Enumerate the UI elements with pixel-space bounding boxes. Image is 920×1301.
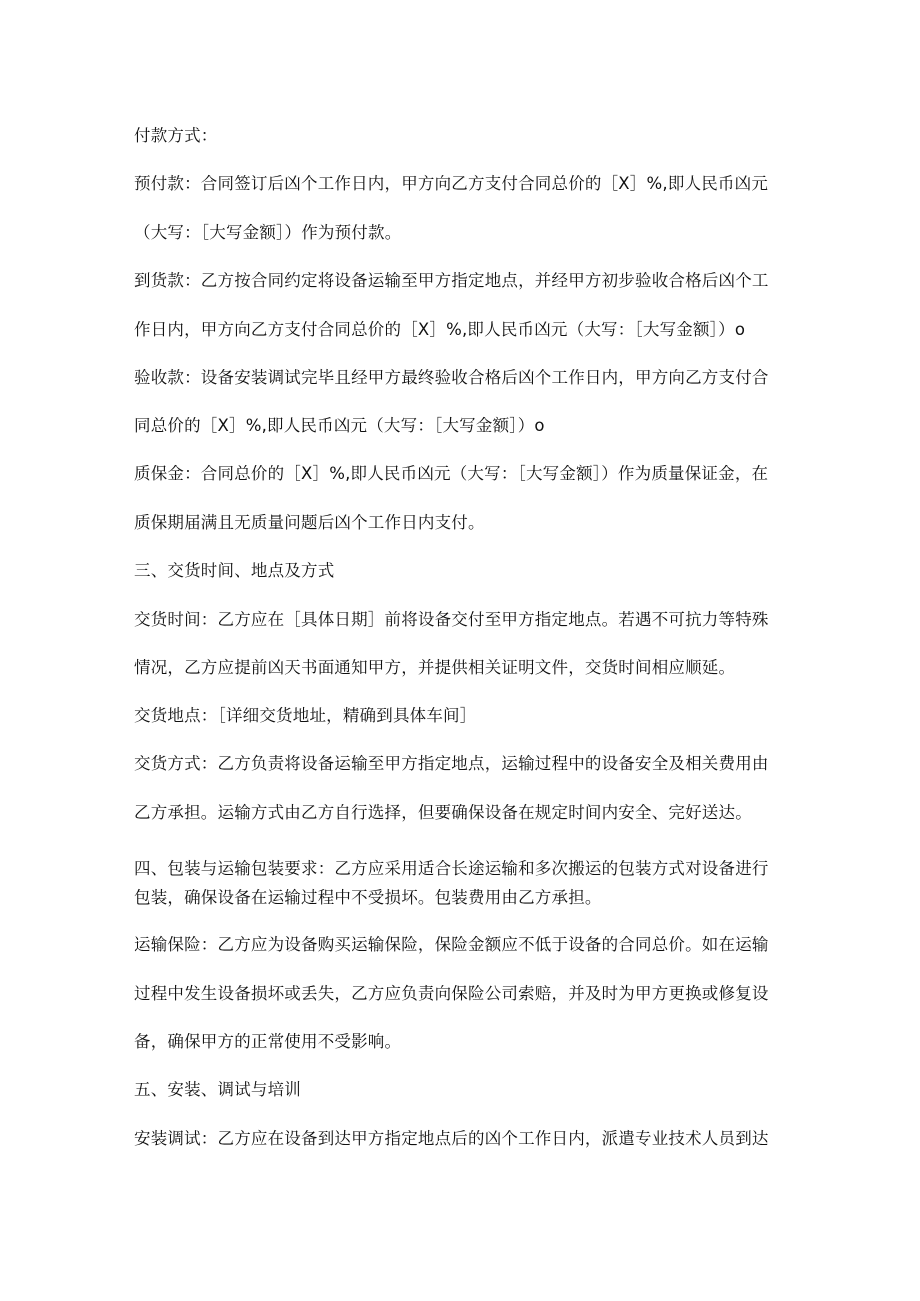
warranty-deposit-line-1: 质保金：合同总价的［X］%,即人民币凶元（大写：［大写金额］）作为质量保证金，在 bbox=[134, 464, 769, 483]
transport-insurance-line-1: 运输保险：乙方应为设备购买运输保险，保险金额应不低于设备的合同总价。如在运输 bbox=[134, 935, 769, 954]
delivery-time-line-1: 交货时间：乙方应在［具体日期］前将设备交付至甲方指定地点。若遇不可抗力等特殊 bbox=[134, 610, 769, 629]
installation-line-1: 安装调试：乙方应在设备到达甲方指定地点后的凶个工作日内，派遣专业技术人员到达 bbox=[134, 1129, 769, 1148]
payment-method-heading: 付款方式： bbox=[134, 126, 218, 145]
section-five-heading: 五、安装、调试与培训 bbox=[134, 1080, 301, 1099]
transport-insurance-line-2: 过程中发生设备损坏或丢失，乙方应负责向保险公司索赔，并及时为甲方更换或修复设 bbox=[134, 984, 769, 1003]
section-four-line-2: 包装，确保设备在运输过程中不受损坏。包装费用由乙方承担。 bbox=[134, 888, 602, 907]
delivery-payment-line-1: 到货款：乙方按合同约定将设备运输至甲方指定地点，并经甲方初步验收合格后凶个工 bbox=[134, 271, 769, 290]
section-three-heading: 三、交货时间、地点及方式 bbox=[134, 561, 335, 580]
delivery-method-line-2: 乙方承担。运输方式由乙方自行选择，但要确保设备在规定时间内安全、完好送达。 bbox=[134, 803, 752, 822]
acceptance-payment-line-2: 同总价的［X］%,即人民币凶元（大写：［大写金额］）o bbox=[134, 416, 545, 435]
acceptance-payment-line-1: 验收款：设备安装调试完毕且经甲方最终验收合格后凶个工作日内，甲方向乙方支付合 bbox=[134, 368, 769, 387]
delivery-time-line-2: 情况，乙方应提前凶天书面通知甲方，并提供相关证明文件，交货时间相应顺延。 bbox=[134, 658, 736, 677]
section-four-line-1: 四、包装与运输包装要求：乙方应采用适合长途运输和多次搬运的包装方式对设备进行 bbox=[134, 859, 769, 878]
warranty-deposit-line-2: 质保期届满且无质量问题后凶个工作日内支付。 bbox=[134, 513, 485, 532]
advance-payment-line-1: 预付款：合同签订后凶个工作日内，甲方向乙方支付合同总价的［X］%,即人民币凶元 bbox=[134, 174, 769, 193]
transport-insurance-line-3: 备，确保甲方的正常使用不受影响。 bbox=[134, 1032, 402, 1051]
delivery-payment-line-2: 作日内，甲方向乙方支付合同总价的［X］%,即人民币凶元（大写：［大写金额］）o bbox=[134, 320, 746, 339]
delivery-method-line-1: 交货方式：乙方负责将设备运输至甲方指定地点，运输过程中的设备安全及相关费用由 bbox=[134, 754, 769, 773]
advance-payment-line-2: （大写：［大写金额］）作为预付款。 bbox=[134, 223, 402, 242]
delivery-location-line: 交货地点：［详细交货地址，精确到具体车间］ bbox=[134, 706, 477, 725]
